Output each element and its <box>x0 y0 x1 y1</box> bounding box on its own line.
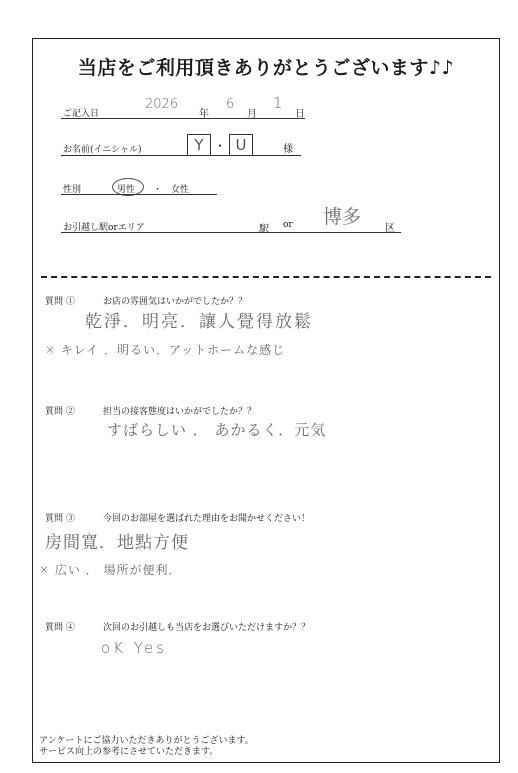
date-year-value: 2026 <box>145 97 179 112</box>
footer-line-2: サービス向上の参考にさせていただきます。 <box>39 747 219 757</box>
survey-sheet <box>32 38 500 763</box>
gender-male-option[interactable]: 男性 <box>117 185 136 195</box>
q2-number: 質問 ② <box>45 407 75 417</box>
honorific-suffix: 様 <box>283 144 293 155</box>
q1-text: お店の雰囲気はいかがでしたか？？ <box>103 297 248 307</box>
initial-separator: ・ <box>214 139 227 153</box>
q3-answer-1: 房間寬．地點方便 <box>45 533 189 553</box>
year-unit: 年 <box>199 109 209 120</box>
q2-text: 担当の接客態度はいかがでしたか？？ <box>103 407 257 417</box>
date-month-value: 6 <box>226 97 235 112</box>
station-unit: 駅 <box>259 224 269 235</box>
area-label: お引越し駅orエリア <box>63 223 145 233</box>
station-or: or <box>283 220 293 230</box>
name-underline <box>61 155 301 156</box>
q4-answer-1: oK Yes <box>101 639 167 657</box>
footer-line-1: アンケートにご協力いただきありがとうございます。 <box>39 736 254 746</box>
gender-female-option[interactable]: 女性 <box>171 185 190 195</box>
q1-number: 質問 ① <box>45 297 75 307</box>
month-unit: 月 <box>247 109 257 120</box>
area-underline <box>61 232 401 233</box>
footer-note <box>39 736 254 758</box>
gender-separator: ・ <box>153 185 163 195</box>
section-divider <box>41 276 491 278</box>
date-underline <box>61 118 305 119</box>
gender-label: 性別 <box>63 185 82 195</box>
area-value: 博多 <box>323 206 362 228</box>
gender-underline <box>61 194 217 195</box>
q3-answer-2: ※ 広い ． 場所が便利． <box>39 563 182 577</box>
day-unit: 日 <box>295 109 305 120</box>
ward-unit: 区 <box>385 223 395 234</box>
page-title: 当店をご利用頂きありがとうございます♪♪ <box>77 57 455 79</box>
q1-answer-2: ※ キレイ ．明るい．アットホームな感じ <box>45 343 286 357</box>
name-label: お名前(イニシャル) <box>63 145 142 155</box>
q1-answer-1: 乾淨．明亮．讓人覺得放鬆 <box>85 312 313 332</box>
q4-number: 質問 ④ <box>45 623 75 633</box>
initial-box-2[interactable]: U <box>229 134 253 156</box>
date-day-value: 1 <box>273 94 283 112</box>
q3-text: 今回のお部屋を選ばれた理由をお聞かせください！ <box>103 514 311 524</box>
q2-answer-1: すばらしい ． あかるく．元気 <box>107 421 327 439</box>
initial-box-1[interactable]: Y <box>187 134 211 156</box>
date-label: ご記入日 <box>63 109 100 119</box>
q4-text: 次回のお引越しも当店をお選びいただけますか？？ <box>103 623 311 633</box>
q3-number: 質問 ③ <box>45 514 75 524</box>
